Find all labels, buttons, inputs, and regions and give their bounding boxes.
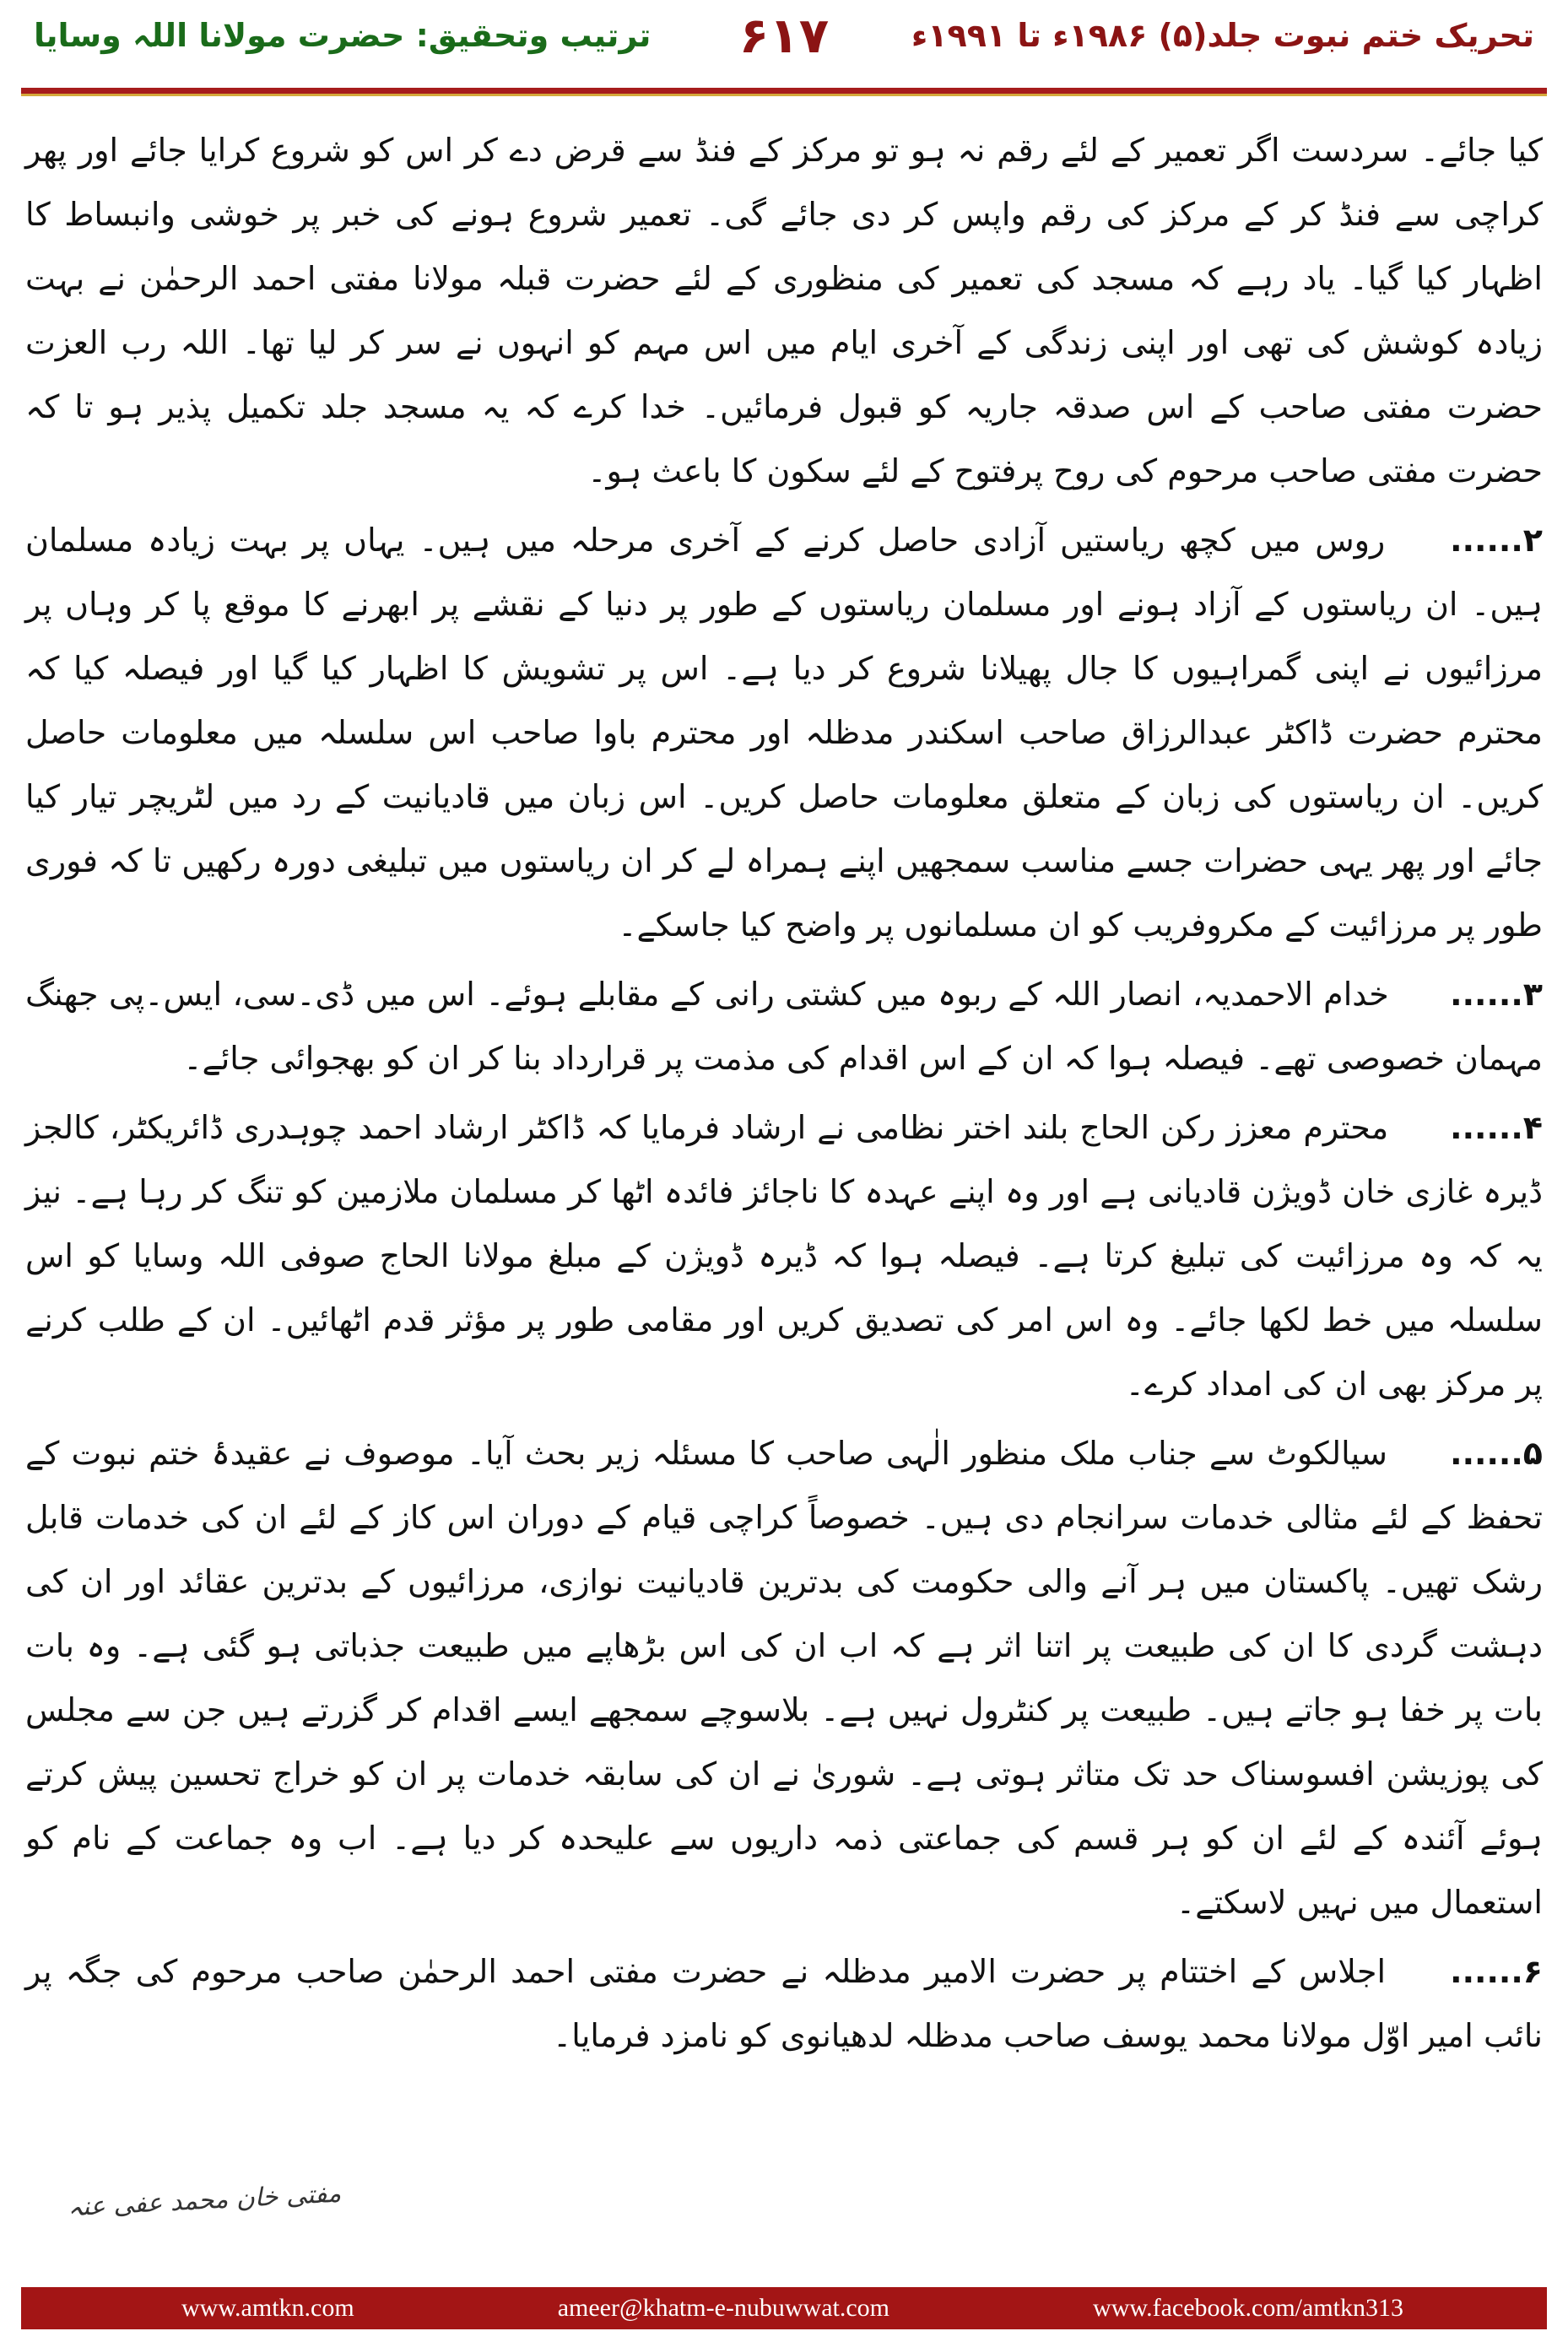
paragraph-5-number: ۵...... — [1450, 1435, 1543, 1472]
paragraph-6 — [25, 1939, 1543, 2068]
paragraph-2-number: ۲...... — [1450, 522, 1543, 559]
paragraph-3-number: ۳...... — [1450, 976, 1543, 1013]
paragraph-4 — [25, 1095, 1543, 1416]
paragraph-2 — [25, 508, 1543, 957]
paragraph-3 — [25, 962, 1543, 1090]
page-footer — [21, 2287, 1547, 2329]
footer-email-link[interactable]: ameer@khatm-e-nubuwwat.com — [557, 2294, 890, 2322]
paragraph-6-number: ۶...... — [1450, 1953, 1543, 1990]
footer-facebook-link[interactable]: www.facebook.com/amtkn313 — [1093, 2294, 1403, 2322]
paragraph-4-number: ۴...... — [1450, 1109, 1543, 1146]
paragraph-2-text: روس میں کچھ ریاستیں آزادی حاصل کرنے کے آخری مرحلہ میں ہیں۔ یہاں پر بہت زیادہ مسلمان ہیں۔ ان ریاستوں کے آزاد ہونے اور مسلمان ریاستوں کے طور پر دنیا کے نقشے پر ابھرنے کا موقع پا کر وہاں پر مرزائیوں نے اپنی گمراہیوں کا جال پھیلانا شروع کر دیا ہے۔ اس پر تشویش کا اظہار کیا گیا اور فیصلہ کیا کہ محترم حضرت ڈاکٹر عبدالرزاق صاحب اسکندر مدظلہ اور محترم باوا صاحب اس سلسلہ میں معلومات حاصل کریں۔ ان ریاستوں کی زبان کے متعلق معلومات حاصل کریں۔ اس زبان میں قادیانیت کے رد میں لٹریچر تیار کیا جائے اور پھر یہی حضرات جسے مناسب سمجھیں اپنے ہمراہ لے کر ان ریاستوں میں تبلیغی دورہ رکھیں تا کہ فوری طور پر مرزائیت کے مکروفریب کو ان مسلمانوں پر واضح کیا جاسکے۔ — [25, 522, 1543, 944]
compiler-credit: ترتیب وتحقیق: حضرت مولانا اللہ وسایا — [34, 17, 652, 54]
header-divider — [21, 88, 1547, 96]
footer-website-link[interactable]: www.amtkn.com — [181, 2294, 354, 2322]
paragraph-5-text: سیالکوٹ سے جناب ملک منظور الٰہی صاحب کا مسئلہ زیر بحث آیا۔ موصوف نے عقیدۂ ختم نبوت کے تحفظ کے لئے مثالی خدمات سرانجام دی ہیں۔ خصوصاً کراچی قیام کے دوران اس کاز کے لئے ان کی خدمات قابل رشک تھیں۔ پاکستان میں ہر آنے والی حکومت کی بدترین قادیانیت نوازی، مرزائیوں کے بدترین عقائد اور ان کی دہشت گردی کا ان کی طبیعت پر اتنا اثر ہے کہ اب ان کی اس بڑھاپے میں طبیعت جذباتی ہو گئی ہے۔ وہ بات بات پر خفا ہو جاتے ہیں۔ طبیعت پر کنٹرول نہیں ہے۔ بلاسوچے سمجھے ایسے اقدام کر گزرتے ہیں جن سے مجلس کی پوزیشن افسوسناک حد تک متاثر ہوتی ہے۔ شوریٰ نے ان کی سابقہ خدمات پر ان کو خراج تحسین پیش کرتے ہوئے آئندہ کے لئے ان کو ہر قسم کی جماعتی ذمہ داریوں سے علیحدہ کر دیا ہے۔ اب وہ جماعت کے نام کو استعمال میں نہیں لاسکتے۔ — [25, 1435, 1543, 1921]
paragraph-4-text: محترم معزز رکن الحاج بلند اختر نظامی نے ارشاد فرمایا کہ ڈاکٹر ارشاد احمد چوہدری ڈائریکٹر، کالجز ڈیرہ غازی خان ڈویژن قادیانی ہے اور وہ اپنے عہدہ کا ناجائز فائدہ اٹھا کر مسلمان ملازمین کو تنگ کر رہا ہے۔ نیز یہ کہ وہ مرزائیت کی تبلیغ کرتا ہے۔ فیصلہ ہوا کہ ڈیرہ ڈویژن کے مبلغ مولانا الحاج صوفی اللہ وسایا کو اس سلسلہ میں خط لکھا جائے۔ وہ اس امر کی تصدیق کریں اور مقامی طور پر مؤثر قدم اٹھائیں۔ ان کے طلب کرنے پر مرکز بھی ان کی امداد کرے۔ — [25, 1109, 1543, 1403]
book-title: تحریک ختم نبوت جلد(۵) ۱۹۸۶ء تا ۱۹۹۱ء — [911, 17, 1534, 54]
paragraph-5 — [25, 1421, 1543, 1934]
document-body — [25, 118, 1543, 2073]
paragraph-3-text: خدام الاحمدیہ، انصار اللہ کے ربوہ میں کشتی رانی کے مقابلے ہوئے۔ اس میں ڈی۔سی، ایس۔پی جھنگ مہمان خصوصی تھے۔ فیصلہ ہوا کہ ان کے اس اقدام کی مذمت پر قرارداد بنا کر ان کو بھجوائی جائے۔ — [25, 976, 1543, 1077]
paragraph-1-text: کیا جائے۔ سردست اگر تعمیر کے لئے رقم نہ ہو تو مرکز کے فنڈ سے قرض دے کر اس کو شروع کرایا جائے اور پھر کراچی سے فنڈ کر کے مرکز کی رقم واپس کر دی جائے گی۔ تعمیر شروع ہونے کی خبر پر خوشی وانبساط کا اظہار کیا گیا۔ یاد رہے کہ مسجد کی تعمیر کی منظوری کے لئے حضرت قبلہ مولانا مفتی احمد الرحمٰن نے بہت زیادہ کوشش کی تھی اور اپنی زندگی کے آخری ایام میں اس مہم کو انہوں نے سر کر لیا تھا۔ اللہ رب العزت حضرت مفتی صاحب کے اس صدقہ جاریہ کو قبول فرمائیں۔ خدا کرے کہ یہ مسجد جلد تکمیل پذیر ہو تا کہ حضرت مفتی صاحب مرحوم کی روح پرفتوح کے لئے سکون کا باعث ہو۔ — [25, 132, 1543, 489]
paragraph-1 — [25, 118, 1543, 503]
handwritten-signature: مفتی خان محمد عفی عنہ — [67, 2178, 343, 2223]
paragraph-6-text: اجلاس کے اختتام پر حضرت الامیر مدظلہ نے حضرت مفتی احمد الرحمٰن صاحب مرحوم کی جگہ پر نائب امیر اوّل مولانا محمد یوسف صاحب مدظلہ لدھیانوی کو نامزد فرمایا۔ — [25, 1953, 1543, 2054]
page-number: ۶۱۷ — [738, 7, 830, 64]
page-header — [0, 0, 1568, 93]
